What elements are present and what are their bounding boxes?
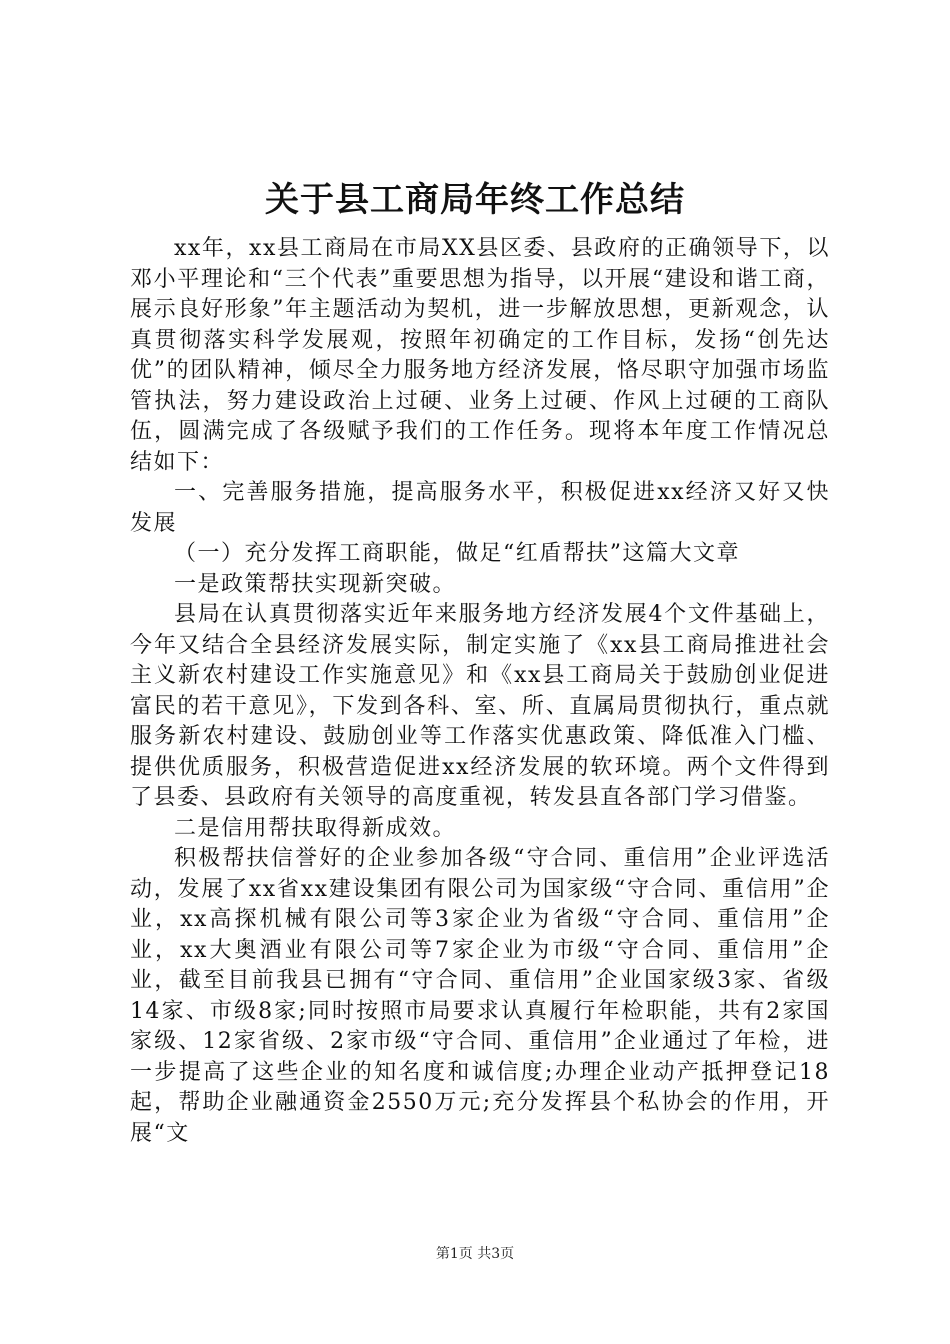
document-body bbox=[130, 234, 830, 1149]
paragraph-point-two-heading: 二是信用帮扶取得新成效。 bbox=[174, 815, 457, 841]
paragraph-point-one-body: 县局在认真贯彻落实近年来服务地方经济发展4个文件基础上，今年又结合全县经济发展实际，制定实施了《xx县工商局推进社会主义新农村建设工作实施意见》和《xx县工商局关于鼓励创业促进富民的若干意见》，下发到各科、室、所、直属局贯彻执行，重点就服务新农村建设、鼓励创业等工作落实优惠政策、降低准入门槛、提供优质服务，积极营造促进xx经济发展的软环境。两个文件得到了县委、县政府有关领导的高度重视，转发县直各部门学习借鉴。 bbox=[130, 602, 830, 810]
paragraph-point-two-body: 积极帮扶信誉好的企业参加各级“守合同、重信用”企业评选活动，发展了xx省xx建设集团有限公司为国家级“守合同、重信用”企业，xx高探机械有限公司等3家企业为省级“守合同、重信用”企业，xx大奥酒业有限公司等7家企业为市级“守合同、重信用”企业，截至目前我县已拥有“守合同、重信用”企业国家级3家、省级14家、市级8家;同时按照市局要求认真履行年检职能，共有2家国家级、12家省级、2家市级“守合同、重信用”企业通过了年检，进一步提高了这些企业的知名度和诚信度;办理企业动产抵押登记18起，帮助企业融通资金2550万元;充分发挥县个私协会的作用，开展“文 bbox=[130, 846, 830, 1146]
page-footer: 第1页 共3页 bbox=[435, 1246, 515, 1262]
paragraph-section-heading: 一、完善服务措施，提高服务水平，积极促进xx经济又好又快发展 bbox=[130, 480, 830, 536]
paragraph-intro: xx年，xx县工商局在市局XX县区委、县政府的正确领导下，以邓小平理论和“三个代表”重要思想为指导，以开展“建设和谐工商，展示良好形象”年主题活动为契机，进一步解放思想，更新观念，认真贯彻落实科学发展观，按照年初确定的工作目标，发扬“创先达优”的团队精神，倾尽全力服务地方经济发展，恪尽职守加强市场监管执法，努力建设政治上过硬、业务上过硬、作风上过硬的工商队伍，圆满完成了各级赋予我们的工作任务。现将本年度工作情况总结如下： bbox=[130, 236, 830, 475]
paragraph-point-one-heading: 一是政策帮扶实现新突破。 bbox=[174, 571, 457, 597]
document-title: 关于县工商局年终工作总结 bbox=[265, 180, 685, 220]
paragraph-subsection-heading: （一）充分发挥工商职能，做足“红盾帮扶”这篇大文章 bbox=[174, 541, 740, 566]
